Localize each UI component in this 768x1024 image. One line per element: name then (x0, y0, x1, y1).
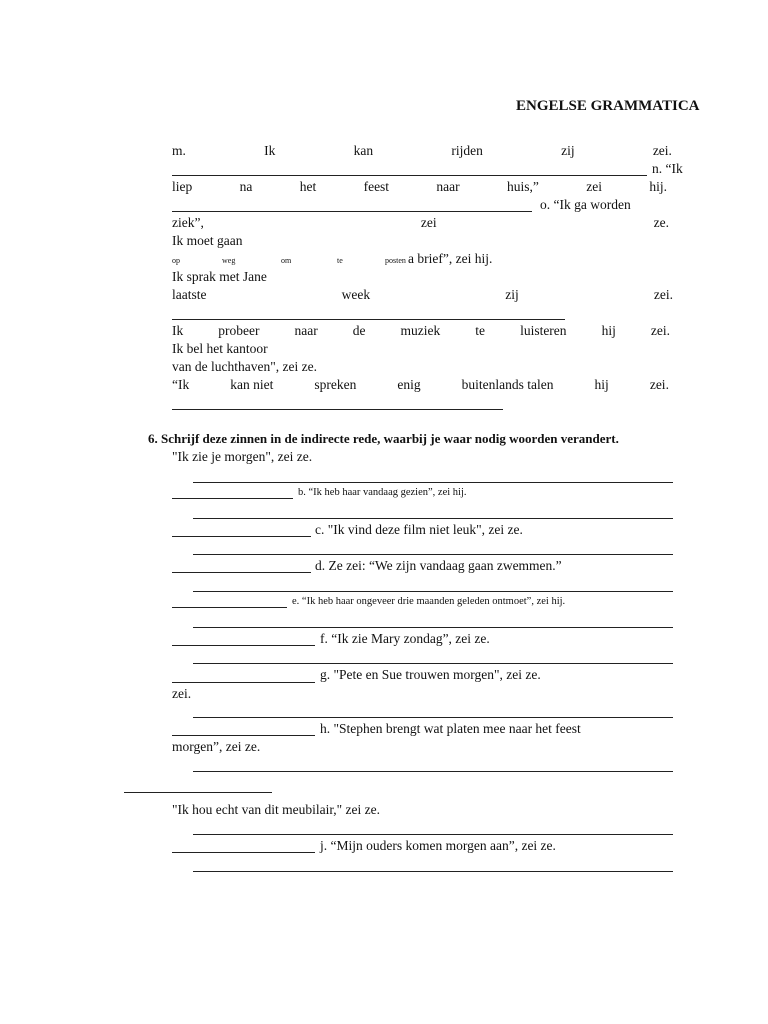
sentence-h-cont: morgen”, zei ze. (172, 739, 261, 754)
exercise-heading: 6. Schrijf deze zinnen in de indirecte rede, waarbij je waar nodig woorden verandert. (148, 431, 619, 446)
sentence-s-line1: Ik bel het kantoor (172, 341, 268, 356)
answer-line[interactable] (193, 663, 673, 664)
word: buitenlands talen (461, 377, 554, 392)
word: na (239, 179, 253, 194)
word: zei. (650, 323, 670, 338)
answer-line[interactable] (193, 518, 673, 519)
sentence-s-line2: van de luchthaven", zei ze. (172, 359, 317, 374)
word: zij (561, 143, 575, 158)
answer-line[interactable] (172, 682, 315, 683)
sentence-c: c. "Ik vind deze film niet leuk", zei ze. (315, 522, 523, 537)
word: feest (363, 179, 390, 194)
word: zei (586, 179, 602, 194)
sentence-g: g. "Pete en Sue trouwen morgen", zei ze. (320, 667, 541, 682)
sentence-i: "Ik hou echt van dit meubilair," zei ze. (172, 802, 381, 817)
word-small: weg (222, 256, 236, 265)
page-title: ENGELSE GRAMMATICA (516, 98, 700, 114)
sentence-n-label: n. “Ik (652, 161, 683, 176)
word: zij (505, 287, 519, 302)
answer-line[interactable] (193, 482, 673, 483)
word: ziek”, (172, 215, 204, 230)
sentence-q-line1: Ik sprak met Jane (172, 269, 267, 284)
sentence-h: h. "Stephen brengt wat platen mee naar het feest (320, 721, 581, 736)
answer-line[interactable] (172, 607, 287, 608)
word: muziek (400, 323, 441, 338)
word: naar (294, 323, 318, 338)
word: zei (420, 215, 437, 230)
sentence-p-line1: Ik moet gaan (172, 233, 243, 248)
answer-line[interactable] (172, 498, 293, 499)
word: luisteren (520, 323, 567, 338)
word-small: om (281, 256, 292, 265)
word: Ik (172, 323, 184, 338)
sentence-n-line2 (172, 179, 667, 195)
sentence-j: j. “Mijn ouders komen morgen aan”, zei ze. (320, 838, 556, 853)
sentence-m (172, 143, 672, 159)
answer-line[interactable] (172, 319, 565, 320)
sentence-a: "Ik zie je morgen", zei ze. (172, 449, 313, 464)
word: de (352, 323, 366, 338)
sentence-d: d. Ze zei: “We zijn vandaag gaan zwemmen.” (315, 558, 562, 573)
word: het (299, 179, 317, 194)
answer-line[interactable] (172, 536, 311, 537)
word: Ik (264, 143, 276, 158)
answer-line[interactable] (193, 627, 673, 628)
sentence-o-line2 (172, 215, 669, 231)
word: zei. (649, 377, 669, 392)
answer-line[interactable] (193, 554, 673, 555)
word: kan niet (230, 377, 274, 392)
word: laatste (172, 287, 207, 302)
answer-line[interactable] (193, 717, 673, 718)
word: “Ik (172, 377, 190, 392)
word-small: te (337, 256, 343, 265)
word: hij (601, 323, 616, 338)
answer-line[interactable] (172, 735, 315, 736)
word: enig (397, 377, 421, 392)
word: te (475, 323, 486, 338)
sentence-t (172, 377, 669, 393)
sentence-f: f. “Ik zie Mary zondag”, zei ze. (320, 631, 490, 646)
answer-line[interactable] (193, 834, 673, 835)
word: kan (353, 143, 374, 158)
word: week (341, 287, 371, 302)
answer-line[interactable] (193, 771, 673, 772)
word: probeer (218, 323, 260, 338)
word: hij (594, 377, 609, 392)
word: spreken (314, 377, 357, 392)
sentence-b: b. “Ik heb haar vandaag gezien”, zei hij. (298, 487, 467, 498)
answer-line[interactable] (172, 409, 503, 410)
word: naar (436, 179, 460, 194)
answer-line[interactable] (172, 572, 311, 573)
sentence-q-line2 (172, 287, 673, 303)
sentence-r (172, 323, 670, 339)
answer-line[interactable] (193, 871, 673, 872)
sentence-g-cont: zei. (172, 686, 192, 701)
answer-line[interactable] (172, 852, 315, 853)
sentence-p-tail: a brief”, zei hij. (408, 251, 493, 266)
word-small: op (172, 256, 180, 265)
answer-line[interactable] (124, 792, 272, 793)
answer-line[interactable] (172, 175, 647, 176)
word: ze. (653, 215, 669, 230)
word: zei. (653, 287, 673, 302)
word: liep (172, 179, 193, 194)
answer-line[interactable] (193, 591, 673, 592)
sentence-e: e. “Ik heb haar ongeveer drie maanden geleden ontmoet”, zei hij. (292, 596, 566, 607)
answer-line[interactable] (172, 645, 315, 646)
word: zei. (652, 143, 672, 158)
sentence-o-label: o. “Ik ga worden (540, 197, 631, 212)
word: rijden (451, 143, 483, 158)
word: m. (172, 143, 186, 158)
word-small: posten (385, 256, 406, 265)
word: huis,” (507, 179, 539, 194)
word: hij. (649, 179, 667, 194)
answer-line[interactable] (172, 211, 532, 212)
